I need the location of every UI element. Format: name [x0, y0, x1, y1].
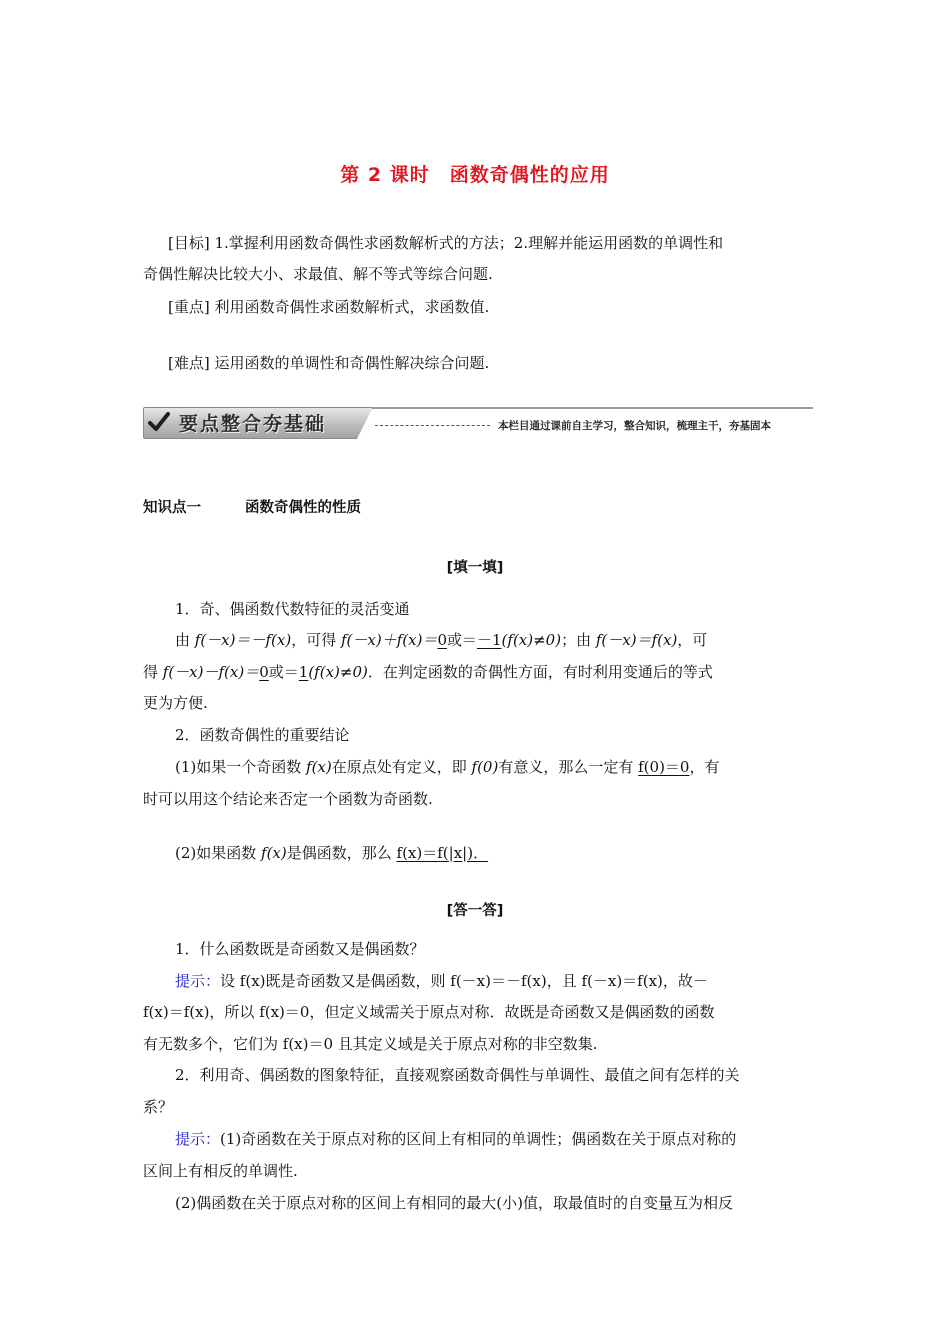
question-2-line1: 2．利用奇、偶函数的图象特征，直接观察函数奇偶性与单调性、最值之间有怎样的关: [175, 1066, 740, 1084]
formula: f(－x)＝－f(x): [194, 631, 292, 649]
knowledge-point-label: 知识点一: [143, 500, 201, 516]
section-banner: [143, 405, 813, 439]
fill-in-header: [填一填]: [446, 560, 504, 576]
item2-title: 2．函数奇偶性的重要结论: [175, 726, 350, 744]
answer-blank: f(x)＝f(|x|)．: [396, 844, 489, 862]
text-span: ；由: [561, 631, 596, 649]
q1-hint-text: 设 f(x)既是奇函数又是偶函数，则 f(－x)＝－f(x)，且 f(－x)＝f(x)，故－: [220, 972, 708, 990]
difficulty-line: [168, 352, 489, 374]
formula: (f(x)≠0): [308, 663, 368, 681]
item1-title: 1．奇、偶函数代数特征的灵活变通: [175, 600, 410, 618]
item2-p1-line1: [175, 756, 719, 778]
target-text-2: 奇偶性解决比较大小、求最值、解不等式等综合问题.: [143, 265, 493, 283]
checkmark-icon: [148, 411, 170, 433]
text-span: ．在判定函数的奇偶性方面，有时利用变通后的等式: [367, 663, 713, 681]
hint-label: 提示：: [175, 972, 221, 990]
item1-line2: [143, 661, 713, 683]
target-tag: [目标]: [168, 234, 210, 252]
banner-dashed-rule: [375, 425, 490, 426]
q1-hint-line1: [175, 970, 708, 992]
formula: f(－x)＝f(x): [595, 631, 678, 649]
formula: f(0): [471, 758, 499, 776]
question-2-line2: 系？: [143, 1098, 174, 1116]
answer-blank: 0: [437, 631, 447, 649]
target-line-1: [168, 232, 723, 254]
text-span: 或＝: [446, 631, 477, 649]
q2-hint-line1: [175, 1128, 736, 1150]
text-span: (1)如果一个奇函数: [175, 758, 307, 776]
text-span: 得: [143, 663, 163, 681]
item2-p2: [175, 842, 488, 864]
answer-blank: －1: [477, 631, 502, 649]
formula: f(x): [306, 758, 332, 776]
key-text: 利用函数奇偶性求函数解析式，求函数值.: [209, 298, 490, 316]
text-span: ，有: [689, 758, 720, 776]
answer-blank: f(0)＝0: [638, 758, 690, 776]
answer-blank: 1: [298, 663, 309, 681]
text-span: 有意义，那么一定有: [498, 758, 639, 776]
banner-subtitle: 本栏目通过课前自主学习，整合知识，梳理主干，夯基固本: [498, 420, 771, 432]
q1-hint-line2: f(x)＝f(x)，所以 f(x)＝0，但定义域需关于原点对称．故既是奇函数又是偶函数的函数: [143, 1003, 715, 1021]
knowledge-point-title: 函数奇偶性的性质: [245, 500, 361, 516]
difficulty-text: 运用函数的单调性和奇偶性解决综合问题.: [209, 354, 490, 372]
q2-hint-text: (1)奇函数在关于原点对称的区间上有相同的单调性；偶函数在关于原点对称的: [220, 1130, 737, 1148]
formula: f(－x)＋f(x)＝: [341, 631, 438, 649]
key-line: [168, 296, 489, 318]
text-span: (2)如果函数: [175, 844, 262, 862]
text-span: 在原点处有定义，即: [331, 758, 472, 776]
item2-p1-line2: 时可以用这个结论来否定一个函数为奇函数.: [143, 790, 433, 808]
answer-blank: 0: [259, 663, 269, 681]
item1-line3: 更为方便.: [143, 694, 208, 712]
text-span: 是偶函数，那么: [286, 844, 397, 862]
answer-header: [答一答]: [446, 903, 504, 919]
question-1: 1．什么函数既是奇函数又是偶函数？: [175, 940, 425, 958]
formula: f(－x)－f(x)＝: [162, 663, 260, 681]
formula: (f(x)≠0): [501, 631, 562, 649]
target-text-1: 1.掌握利用函数奇偶性求函数解析式的方法；2.理解并能运用函数的单调性和: [209, 234, 724, 252]
q2-hint-line2: 区间上有相反的单调性.: [143, 1162, 298, 1180]
page-title: 第 2 课时 函数奇偶性的应用: [340, 164, 610, 186]
key-tag: [重点]: [168, 298, 210, 316]
text-span: 由: [175, 631, 195, 649]
item1-line1: [175, 629, 707, 651]
difficulty-tag: [难点]: [168, 354, 210, 372]
banner-label: 要点整合夯基础: [179, 413, 327, 435]
text-span: ，可: [677, 631, 708, 649]
banner-top-rule: [365, 407, 813, 409]
q1-hint-line3: 有无数多个，它们为 f(x)＝0 且其定义域是关于原点对称的非空数集.: [143, 1035, 598, 1053]
text-span: ，可得: [291, 631, 341, 649]
hint-label: 提示：: [175, 1130, 221, 1148]
formula: f(x): [261, 844, 287, 862]
text-span: 或＝: [268, 663, 299, 681]
q2-hint-line3: (2)偶函数在关于原点对称的区间上有相同的最大(小)值，取最值时的自变量互为相反: [175, 1194, 733, 1212]
